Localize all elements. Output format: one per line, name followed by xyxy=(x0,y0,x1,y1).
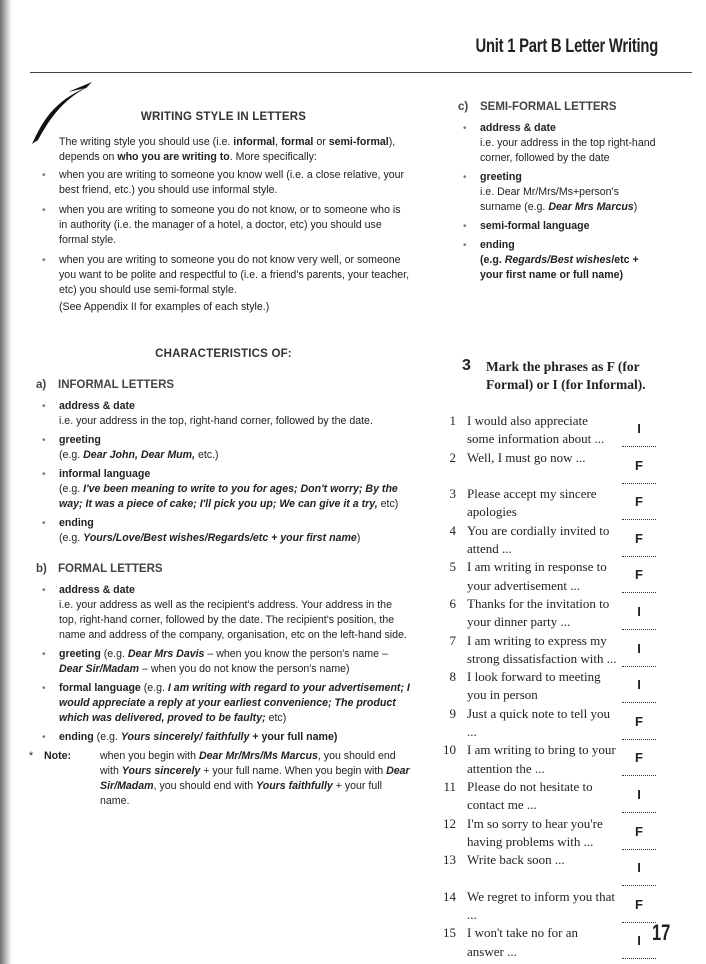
left-column xyxy=(29,110,411,809)
text-run: . More specifically: xyxy=(229,151,317,163)
text-run: (e.g. xyxy=(59,449,84,461)
item-number: 9 xyxy=(449,705,456,721)
text-run: (e.g. xyxy=(480,254,505,266)
exercise-list xyxy=(436,412,666,961)
text-run: (e.g. xyxy=(524,201,549,213)
handwritten-answer: I xyxy=(637,677,641,693)
exercise-heading xyxy=(462,358,672,394)
text-run: i.e. your address as well as the recipient's address. Your address in the top, right-hand corner, followed by the date. The recipient's position, the name and address of the company, organisation, etc on the left-hand side. xyxy=(59,599,407,641)
exercise-item xyxy=(436,851,666,888)
exercise-item xyxy=(436,412,666,449)
text-run: Regards/Best wishes xyxy=(504,254,612,266)
text-run: ), depends on xyxy=(59,136,396,163)
text-run: ending xyxy=(59,517,94,529)
exercise-item xyxy=(436,705,666,742)
handwritten-answer: F xyxy=(635,494,643,510)
item-phrase: We regret to inform you that ... xyxy=(467,888,616,923)
item-number: 15 xyxy=(443,925,456,941)
handwritten-answer: F xyxy=(635,567,643,583)
exercise-instruction: Mark the phrases as F (for Formal) or I (for Informal). xyxy=(486,359,646,392)
list-item: • when you are writing to someone you know well (i.e. a close relative, your best friend, etc.) you should use informal style. xyxy=(59,168,411,198)
handwritten-answer: F xyxy=(635,457,643,473)
text-run: – when you know the person's name – xyxy=(204,648,388,660)
text-run: Dear Mrs Davis xyxy=(127,648,205,660)
list-item xyxy=(59,399,411,429)
text-run: address & date xyxy=(59,584,135,596)
item-number: 8 xyxy=(449,669,456,685)
section-letter: a) xyxy=(36,379,47,391)
item-number: 5 xyxy=(449,559,456,575)
item-number: 13 xyxy=(443,852,456,868)
item-phrase: Thanks for the invitation to your dinner party ... xyxy=(467,595,610,630)
exercise-item xyxy=(436,668,666,705)
exercise-item xyxy=(436,632,666,669)
list-item xyxy=(59,516,411,546)
text-run: Dear Mrs Marcus xyxy=(548,201,634,213)
list-item: • when you are writing to someone you do not know, or to someone who is in authority (i.e. the manager of a hotel, a doctor, etc) you should use formal style. xyxy=(59,203,411,248)
text-run: – when you do not know the person's name) xyxy=(139,663,350,675)
list-item xyxy=(59,433,411,463)
list-item xyxy=(480,219,658,234)
text-run: semi-formal xyxy=(328,136,389,148)
section-letter: c) xyxy=(458,101,469,113)
handwritten-answer: F xyxy=(635,896,643,912)
text-run: address & date xyxy=(480,122,556,134)
formal-letters-section xyxy=(29,562,411,809)
handwritten-answer: I xyxy=(637,786,641,802)
text-run: (e.g. xyxy=(59,532,84,544)
text-run: (e.g. xyxy=(140,682,168,694)
writing-style-intro xyxy=(36,135,411,165)
item-phrase: I would also appreciate some information about ... xyxy=(467,413,605,447)
text-run: /etc + your first name or full name) xyxy=(480,254,639,281)
text-run: address & date xyxy=(59,400,135,412)
text-run: Dear John, Dear Mum, xyxy=(83,449,196,461)
item-number: 10 xyxy=(443,742,456,758)
text-run: who you are writing to xyxy=(117,151,230,163)
header-rule xyxy=(30,72,692,73)
item-phrase: Just a quick note to tell you ... xyxy=(467,705,610,740)
item-phrase: I'm so sorry to hear you're having problems with ... xyxy=(467,815,603,849)
list-item xyxy=(480,121,658,166)
exercise-item xyxy=(436,924,666,961)
item-phrase: You are cordially invited to attend ... xyxy=(467,522,610,557)
item-phrase: Please accept my sincere apologies xyxy=(467,486,597,520)
list-item xyxy=(480,170,658,215)
text-run: formal xyxy=(280,136,314,148)
exercise-item xyxy=(436,449,666,486)
handwritten-answer: I xyxy=(637,860,641,876)
section-heading-text: SEMI-FORMAL LETTERS xyxy=(480,101,617,113)
text-run: greeting xyxy=(59,648,101,660)
item-number: 1 xyxy=(449,413,456,428)
semi-formal-items xyxy=(458,121,658,283)
handwritten-answer: I xyxy=(637,603,641,619)
text-run: informal xyxy=(233,136,276,148)
writing-style-bullets xyxy=(36,168,411,298)
text-run: greeting xyxy=(59,434,101,446)
text-run: greeting xyxy=(480,171,522,183)
item-number: 12 xyxy=(443,815,456,831)
exercise-item xyxy=(436,888,666,925)
text-run: (e.g. xyxy=(100,648,128,660)
item-phrase: I am writing to express my strong dissatisfaction with ... xyxy=(467,632,617,666)
item-number: 7 xyxy=(449,632,456,648)
text-run: + your full name. When you begin with xyxy=(200,765,387,777)
text-run: etc) xyxy=(377,498,399,510)
list-item xyxy=(59,730,411,745)
item-number: 2 xyxy=(449,449,456,465)
text-run: , you should end with xyxy=(153,780,257,792)
formal-note xyxy=(29,749,411,809)
text-run: etc) xyxy=(265,712,287,724)
section-heading xyxy=(36,562,411,577)
handwritten-answer: F xyxy=(635,530,643,546)
text-run: ending xyxy=(480,239,515,251)
list-item xyxy=(59,647,411,677)
appendix-reference: (See Appendix II for examples of each style.) xyxy=(59,301,270,313)
text-run: i.e. your address in the top, right-hand corner, followed by the date. xyxy=(59,415,373,427)
handwritten-answer: F xyxy=(635,823,643,839)
section-heading xyxy=(458,100,658,115)
text-run: Dear Sir/Madam xyxy=(59,663,140,675)
text-run: formal language xyxy=(59,682,141,694)
text-run: etc.) xyxy=(195,449,219,461)
exercise-item xyxy=(436,815,666,852)
item-number: 11 xyxy=(443,778,456,794)
handwritten-answer: I xyxy=(637,933,641,949)
section-heading-text: FORMAL LETTERS xyxy=(58,563,163,575)
informal-items xyxy=(36,399,411,546)
text-run: I am writing with regard to your advertisement; I would appreciate a reply at your earliest convenience; The product which was delivered, proved to be faulty; xyxy=(59,682,410,724)
item-phrase: Write back soon ... xyxy=(467,852,565,868)
text-run: , xyxy=(275,136,281,148)
handwritten-answer: F xyxy=(635,713,643,729)
item-phrase: I won't take no for an answer ... xyxy=(467,925,579,959)
book-spine-shadow xyxy=(0,0,12,964)
text-run: semi-formal language xyxy=(480,220,590,232)
text-run: ) xyxy=(356,532,361,544)
item-number: 4 xyxy=(449,522,456,538)
text-run: when you begin with xyxy=(100,750,199,762)
text-run: (e.g. xyxy=(93,731,121,743)
item-phrase: I am writing to bring to your attention the ... xyxy=(467,742,616,776)
text-run: ending xyxy=(59,731,94,743)
text-run: ) xyxy=(633,201,638,213)
item-phrase: I am writing in response to your advertisement ... xyxy=(467,559,607,593)
note-label: Note: xyxy=(44,750,72,762)
informal-letters-section xyxy=(36,378,411,546)
text-run: i.e. your address in the top right-hand corner, followed by the date xyxy=(480,137,656,164)
exercise-item xyxy=(436,595,666,632)
text-run: Yours/Love/Best wishes/Regards/etc + your first name xyxy=(83,532,357,544)
section-heading-text: INFORMAL LETTERS xyxy=(58,379,175,391)
text-run: The writing style you should use (i.e. xyxy=(59,136,234,148)
text-run: or xyxy=(313,136,329,148)
text-run: + your full name. xyxy=(100,780,382,807)
page-number: 17 xyxy=(652,920,671,945)
text-run: , you should end with xyxy=(100,750,396,777)
text-run: I've been meaning to write to you for ages; Don't worry; By the way; It was a piece of cake; I'll pick you up; We can give it a try, xyxy=(59,483,398,510)
item-number: 6 xyxy=(449,595,456,611)
exercise-item xyxy=(436,741,666,778)
formal-items xyxy=(36,583,411,745)
item-phrase: I look forward to meeting you in person xyxy=(467,669,601,703)
item-number: 14 xyxy=(443,888,456,904)
section-heading xyxy=(36,378,411,393)
text-run: Yours sincerely/ faithfully xyxy=(120,731,250,743)
handwritten-answer: I xyxy=(637,421,641,436)
list-item xyxy=(59,467,411,512)
exercise-item xyxy=(436,485,666,522)
handwritten-answer: I xyxy=(637,640,641,656)
exercise-item xyxy=(436,558,666,595)
text-run: Dear Sir/Madam xyxy=(100,765,410,792)
semi-formal-letters-section xyxy=(458,100,658,287)
writing-style-title: WRITING STYLE IN LETTERS xyxy=(140,111,307,123)
text-run: Yours sincerely xyxy=(121,765,201,777)
item-phrase: Well, I must go now ... xyxy=(467,449,586,465)
text-run: (e.g. xyxy=(59,483,84,495)
handwritten-answer: F xyxy=(635,750,643,766)
characteristics-title: CHARACTERISTICS OF: xyxy=(155,348,292,360)
list-item: • when you are writing to someone you do not know very well, or someone you want to be polite and respectful to (i.e. a friend's parents, your teacher, etc) you should use semi-formal style. xyxy=(59,253,411,298)
exercise-item xyxy=(436,522,666,559)
item-phrase: Please do not hesitate to contact me ... xyxy=(467,778,593,813)
text-run: Yours faithfully xyxy=(256,780,333,792)
list-item xyxy=(59,583,411,643)
list-item xyxy=(59,681,411,726)
list-item xyxy=(480,238,658,283)
text-run: i.e. Dear Mr/Mrs/Ms+person's surname xyxy=(480,186,619,213)
text-run: Dear Mr/Mrs/Ms Marcus xyxy=(198,750,318,762)
exercise-number: 3 xyxy=(462,357,471,374)
note-asterisk: * xyxy=(29,750,34,762)
section-letter: b) xyxy=(36,563,47,575)
note-text xyxy=(100,750,410,807)
text-run: informal language xyxy=(59,468,151,480)
running-head: Unit 1 Part B Letter Writing xyxy=(475,36,658,57)
exercise-item xyxy=(436,778,666,815)
item-number: 3 xyxy=(449,486,456,502)
text-run: + your full name) xyxy=(249,731,338,743)
